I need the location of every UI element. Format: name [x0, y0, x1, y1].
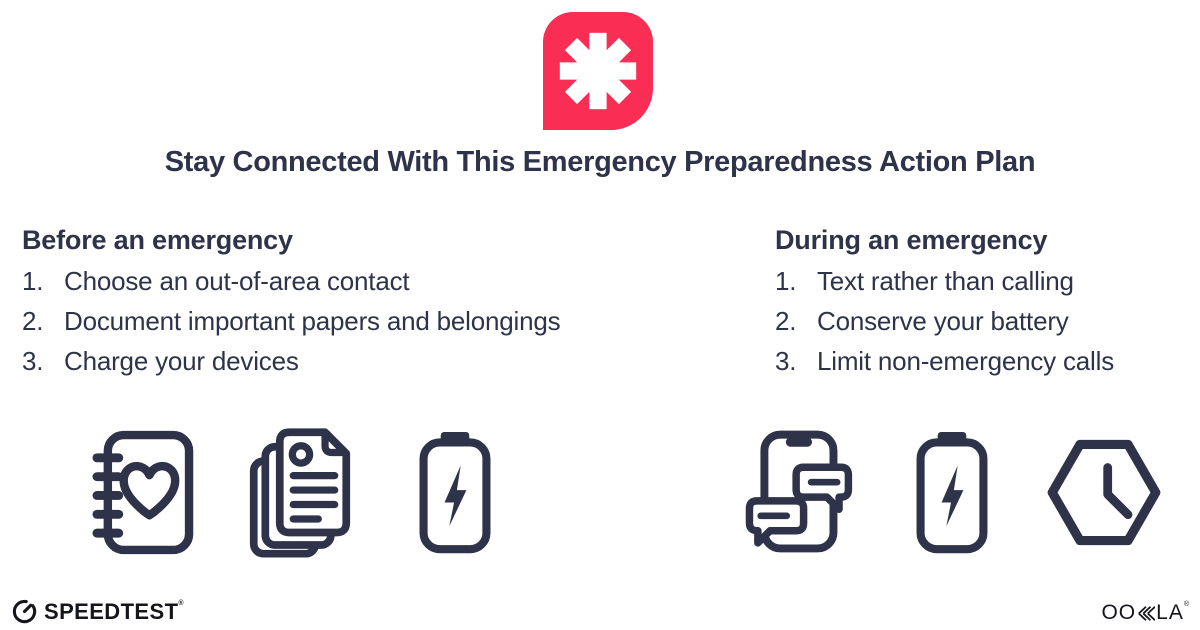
contacts-notebook-heart-icon	[92, 428, 195, 557]
list-item	[775, 261, 1195, 301]
ookla-k-icon	[1137, 605, 1155, 622]
list-item-text: Choose an out-of-area contact	[64, 266, 410, 296]
before-list	[22, 261, 722, 381]
speedtest-logo	[11, 598, 184, 625]
before-heading: Before an emergency	[22, 225, 293, 255]
speedtest-wordmark: SPEEDTEST®	[44, 598, 184, 624]
before-icons-row	[92, 424, 495, 560]
before-emergency-section	[22, 219, 722, 381]
ookla-wordmark-right: LA	[1156, 601, 1184, 624]
page-title: Stay Connected With This Emergency Preparedness Action Plan	[164, 146, 1036, 178]
list-item-number: 3.	[775, 346, 797, 376]
list-item	[775, 341, 1195, 381]
clock-hexagon-icon	[1043, 436, 1165, 549]
list-item-number: 1.	[775, 266, 797, 296]
list-item	[22, 261, 722, 301]
list-item-number: 2.	[22, 306, 44, 336]
during-list	[775, 261, 1195, 381]
list-item-text: Document important papers and belongings	[64, 306, 561, 336]
ookla-logo	[1101, 601, 1190, 625]
list-item	[775, 301, 1195, 341]
ookla-wordmark-left: OO	[1101, 601, 1137, 624]
during-icons-row	[742, 424, 1165, 560]
list-item-number: 3.	[22, 346, 44, 376]
list-item-number: 1.	[22, 266, 44, 296]
medical-asterisk-icon	[558, 31, 638, 111]
document-stack-icon	[247, 425, 353, 559]
list-item	[22, 341, 722, 381]
list-item-text: Limit non-emergency calls	[817, 346, 1115, 376]
list-item-number: 2.	[775, 306, 797, 336]
ookla-trademark: ®	[1183, 601, 1190, 608]
battery-charge-icon	[415, 430, 495, 554]
list-item-text: Text rather than calling	[817, 266, 1074, 296]
list-item-text: Conserve your battery	[817, 306, 1069, 336]
during-heading: During an emergency	[775, 225, 1048, 255]
emergency-badge	[543, 12, 653, 130]
list-item-text: Charge your devices	[64, 346, 299, 376]
battery-charge-icon	[912, 430, 992, 554]
speedtest-gauge-icon	[11, 598, 38, 625]
speedtest-trademark: ®	[178, 599, 184, 607]
during-emergency-section	[775, 219, 1195, 381]
phone-text-messages-icon	[742, 427, 854, 557]
list-item	[22, 301, 722, 341]
